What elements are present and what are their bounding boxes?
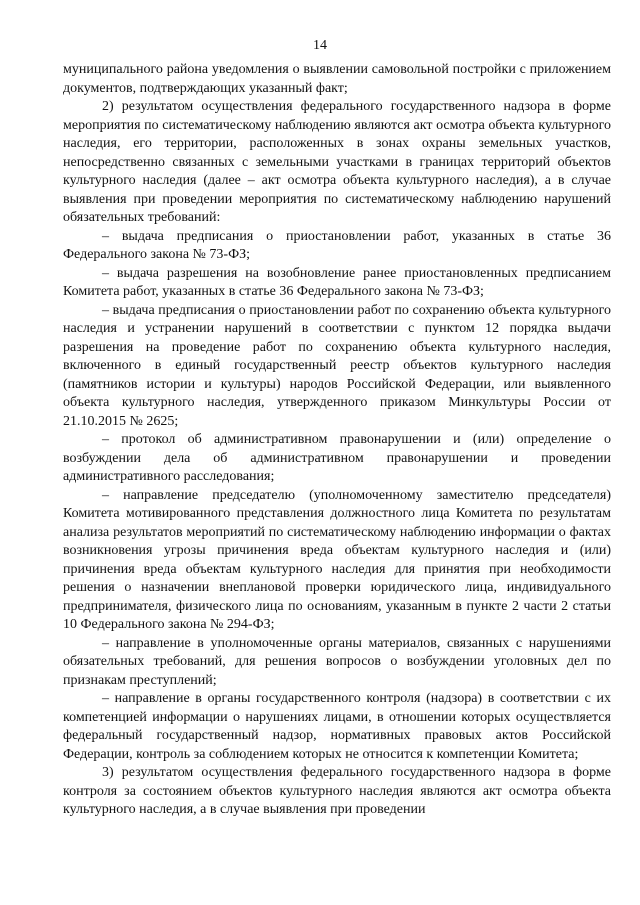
- paragraph-4: – выдача разрешения на возобновление ранее приостановленных предписанием Комитета работ, указанных в статье 36 Федерального закона № 73-ФЗ;: [63, 265, 611, 299]
- paragraph-6: – протокол об административном правонарушении и (или) определение о возбуждении дела об административном правонарушении и проведении административного расследования;: [63, 432, 611, 484]
- paragraph-5: – выдача предписания о приостановлении работ по сохранению объекта культурного наследия и устранении нарушений в соответствии с пунктом 12 порядка выдачи разрешения на проведение работ по сохранению объекта культурного наследия, включенного в единый государственный реестр объектов культурного наследия (памятников истории и культуры) народов Российской Федерации, или выявленного объекта культурного наследия, утвержденного приказом Минкультуры России от 21.10.2015 № 2625;: [63, 302, 611, 429]
- paragraph-8: – направление в уполномоченные органы материалов, связанных с нарушениями обязательных требований, для решения вопросов о возбуждении уголовных дел по признакам преступлений;: [63, 635, 611, 688]
- paragraph-9: – направление в органы государственного контроля (надзора) в соответствии с их компетенцией информации о нарушениях лицами, в отношении которых осуществляется федеральный государственный надзор, нормативных правовых актов Российской Федерации, контроль за соблюдением которых не относится к компетенции Комитета;: [63, 691, 611, 762]
- page-number: 14: [313, 38, 327, 53]
- paragraph-2: 2) результатом осуществления федерального государственного надзора в форме мероприятия по систематическому наблюдению являются акт осмотра объекта культурного наследия, его территории, расположенных в зонах охраны земельных участков, непосредственно связанных с земельными участками в границах территорий объектов культурного наследия (далее – акт осмотра объекта культурного наследия), а в случае выявления при проведении мероприятия по систематическому наблюдению нарушений обязательных требований:: [63, 99, 611, 225]
- paragraph-10: 3) результатом осуществления федерального государственного надзора в форме контроля за состоянием объектов культурного наследия являются акт осмотра объекта культурного наследия, а в случае выявления при проведении: [63, 765, 611, 817]
- paragraph-7: – направление председателю (уполномоченному заместителю председателя) Комитета мотивированного представления должностного лица Комитета по результатам анализа результатов мероприятий по систематическому наблюдению информации о фактах возникновения угрозы причинения вреда объектам культурного наследия и (или) причинения вреда объектам культурного наследия для принятия при необходимости решения о назначении внеплановой проверки юридического лица, индивидуального предпринимателя, физического лица по основаниям, указанным в пункте 2 части 2 статьи 10 Федерального закона № 294-ФЗ;: [63, 487, 611, 632]
- paragraph-3: – выдача предписания о приостановлении работ, указанных в статье 36 Федерального закона № 73-ФЗ;: [63, 228, 611, 262]
- document-body: [63, 61, 611, 820]
- paragraph-1: муниципального района уведомления о выявлении самовольной постройки с приложением документов, подтверждающих указанный факт;: [63, 62, 611, 96]
